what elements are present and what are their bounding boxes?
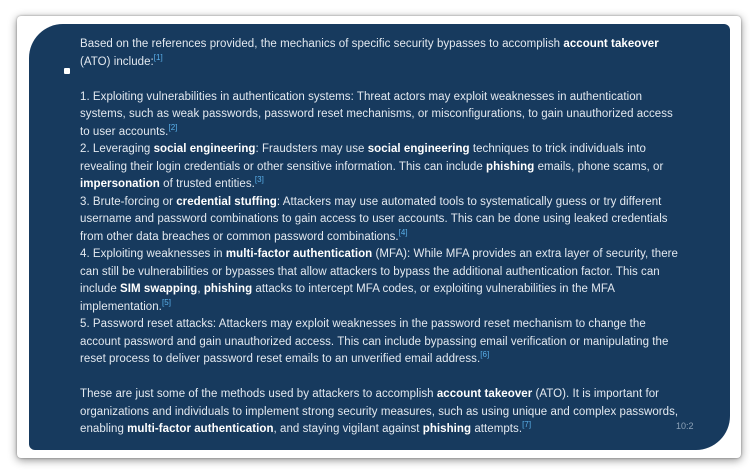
keyword-social-engineering: social engineering (367, 143, 470, 155)
keyword-phishing: phishing (203, 283, 253, 295)
list-item-text: (MFA): While MFA provides an extra layer of security, there can still be vulnerabilities or bypasses that allow attackers to bypass the additional authentication factor. This can include (80, 248, 678, 295)
keyword-social-engineering: social engineering (153, 143, 256, 155)
message-timestamp: 10:2 (676, 421, 694, 431)
intro-text-end: (ATO) include: (80, 55, 154, 68)
citation-link-7[interactable]: [7] (522, 420, 532, 430)
intro-paragraph (80, 36, 680, 71)
citation-link-3[interactable]: [3] (254, 175, 264, 185)
keyword-account-takeover: account takeover (563, 38, 659, 50)
conclusion-text: , and staying vigilant against (273, 423, 423, 435)
list-item-text: techniques to trick individuals into revealing their login credentials or other sensitive information. This can include (80, 143, 646, 173)
conclusion-text: attempts. (471, 423, 523, 435)
list-item-2 (80, 141, 680, 194)
conclusion-paragraph (80, 386, 680, 439)
citation-link-1[interactable]: [1] (153, 52, 163, 62)
spacer (80, 369, 680, 387)
citation-link-5[interactable]: [5] (161, 297, 171, 307)
keyword-impersonation: impersonation (80, 178, 160, 190)
spacer (80, 71, 680, 89)
keyword-phishing: phishing (422, 423, 472, 435)
intro-text: Based on the references provided, the mechanics of specific security bypasses to accomplish (80, 38, 564, 50)
citation-link-2[interactable]: [2] (168, 122, 178, 132)
list-item-text: attacks to intercept MFA codes, or exploiting vulnerabilities in the MFA implementation. (80, 283, 615, 313)
list-item-1 (80, 89, 680, 142)
keyword-phishing: phishing (486, 160, 535, 173)
message-body (80, 36, 680, 439)
citation-link-6[interactable]: [6] (480, 350, 490, 360)
list-item-text: : Attackers may use automated tools to systematically guess or try different username and password combinations to gain access to user accounts. This can be done using leaked credentials from other data breaches or common password combinations. (80, 195, 668, 243)
conclusion-text: These are just some of the methods used by attackers to accomplish (80, 388, 437, 400)
keyword-mfa: multi-factor authentication (225, 248, 373, 260)
list-item-text: 3. Brute-forcing or (80, 195, 177, 208)
citation-link-4[interactable]: [4] (398, 227, 408, 237)
list-item-text: 2. Leveraging (80, 143, 154, 155)
list-item-5 (80, 316, 680, 369)
keyword-mfa: multi-factor authentication (127, 423, 274, 435)
list-item-text: 4. Exploiting weaknesses in (80, 248, 226, 260)
keyword-credential-stuffing: credential stuffing (176, 195, 277, 208)
keyword-account-takeover: account takeover (436, 388, 533, 400)
avatar-icon (64, 68, 70, 74)
list-item-text: emails, phone scams, or (534, 160, 664, 173)
list-item-text: , (197, 283, 204, 295)
list-item-text: 1. Exploiting vulnerabilities in authentication systems: Threat actors may exploit weaknesses in authentication systems, such as weak passwords, password reset mechanisms, or misconfigurations, to gain unauthorized access to user accounts. (80, 90, 673, 138)
list-item-text: : Fraudsters may use (255, 143, 368, 155)
list-item-4 (80, 246, 680, 316)
list-item-text: 5. Password reset attacks: Attackers may exploit weaknesses in the password reset mechanism to change the account password and gain unauthorized access. This can include bypassing email verification or manipulating the reset process to deliver password reset emails to an unverified email address. (80, 318, 669, 365)
list-item-text: of trusted entities. (159, 178, 255, 190)
conclusion-text: (ATO). It is important for organizations and individuals to implement strong security measures, such as using unique and complex passwords, enabling (80, 388, 679, 435)
list-item-3 (80, 194, 680, 247)
keyword-sim-swapping: SIM swapping (120, 283, 198, 295)
